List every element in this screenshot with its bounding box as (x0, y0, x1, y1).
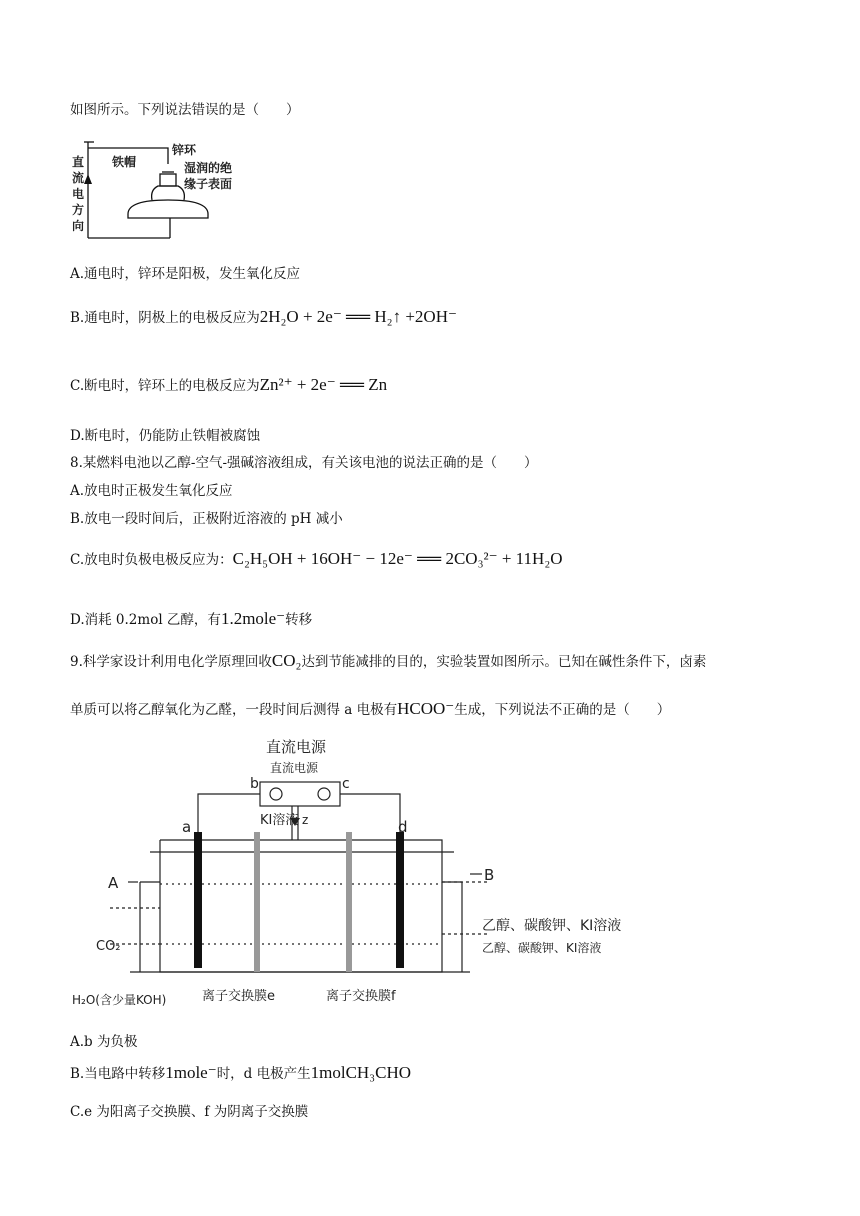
power-source-box (260, 782, 340, 806)
q9-stem-line1 (70, 650, 706, 671)
co2-label: CO₂ (96, 939, 121, 954)
q7-figure (72, 134, 252, 244)
electrode-a-label: a (182, 818, 192, 836)
terminal-c-label: c (342, 776, 350, 792)
dc-direction-label-0: 直 (72, 155, 85, 169)
dc-direction-label-4: 向 (72, 219, 85, 233)
q9-option-b (70, 1062, 411, 1083)
terminal-c-icon (318, 788, 330, 800)
electrode-d (396, 832, 404, 968)
q8-option-c-text: C.放电时负极电极反应为： (70, 552, 233, 568)
dc-direction-label-3: 方 (72, 203, 85, 217)
q8-option-a: A.放电时正极发生氧化反应 (70, 483, 233, 499)
q8-option-c-formula: C₂H₅OH + 16OH⁻ − 12e⁻ ══ 2CO₃²⁻ + 11H₂O (232, 549, 563, 568)
q9-option-b-formula2: 1molCH₃CHO (310, 1063, 412, 1082)
q8-option-d-text2: 转移 (285, 612, 313, 628)
q8-option-d (70, 608, 312, 629)
q7-option-c-text: C.断电时，锌环上的电极反应为 (70, 378, 260, 394)
q7-option-d: D.断电时，仍能防止铁帽被腐蚀 (70, 428, 261, 444)
q7-option-b-formula: 2H₂O + 2e⁻ ══ H₂↑ +2OH⁻ (259, 307, 457, 326)
ki-inlet-label: KI溶液 (260, 813, 299, 828)
dc-direction-label-2: 电 (72, 187, 85, 201)
q9-stem2-a: 单质可以将乙醇氧化为乙醛，一段时间后测得 a 电极有 (70, 702, 398, 718)
q7-option-a: A.通电时，锌环是阳极，发生氧化反应 (70, 266, 301, 282)
membrane-e-label: 离子交换膜e (202, 989, 275, 1004)
q7-option-b (70, 306, 457, 327)
power-source-sublabel: 直流电源 (270, 761, 319, 775)
inlet-A-label: A (108, 874, 119, 892)
zinc-ring-label: 锌环 (172, 143, 197, 157)
q9-figure (70, 732, 670, 1022)
q9-stem2-b: 生成，下列说法不正确的是（ ） (454, 702, 671, 718)
arrow-up-icon (84, 174, 92, 184)
surface-label-line1: 湿润的绝 (184, 161, 233, 175)
outlet-B-label: B (484, 866, 495, 884)
membrane-e (254, 832, 260, 972)
right-solution-label-bottom: 乙醇、碳酸钾、KI溶液 (482, 941, 602, 955)
power-source-label: 直流电源 (266, 738, 327, 756)
q9-option-c: C.e 为阳离子交换膜、f 为阴离子交换膜 (70, 1104, 309, 1120)
membrane-f-label: 离子交换膜f (326, 989, 396, 1004)
q8-option-d-text1: D.消耗 0.2mol 乙醇，有 (70, 612, 221, 628)
q8-stem: 8.某燃料电池以乙醇-空气-强碱溶液组成，有关该电池的说法正确的是（ ） (70, 455, 538, 471)
q8-option-d-formula: 1.2mole⁻ (220, 609, 286, 628)
q9-stem-line2 (70, 698, 670, 719)
water-label: H₂O(含少量KOH) (72, 993, 167, 1007)
electrode-d-label: d (398, 818, 408, 836)
q9-stem1-a: 9.科学家设计利用电化学原理回收 (70, 654, 272, 670)
q9-option-b-text1: B.当电路中转移 (70, 1066, 166, 1082)
q9-stem1-formula: CO₂ (271, 651, 302, 670)
q9-option-b-text2: 时，d 电极产生 (216, 1066, 311, 1082)
dc-direction-label-1: 流 (72, 171, 85, 185)
q9-option-a: A.b 为负极 (70, 1034, 138, 1050)
q9-option-b-formula1: 1mole⁻ (165, 1063, 217, 1082)
q9-stem2-formula: HCOO⁻ (397, 699, 455, 718)
terminal-b-icon (270, 788, 282, 800)
q7-option-c-formula: Zn²⁺ + 2e⁻ ══ Zn (259, 375, 388, 394)
terminal-b-label: b (250, 776, 259, 792)
electrode-a (194, 832, 202, 968)
z-label: z (302, 813, 309, 827)
membrane-f (346, 832, 352, 972)
q9-stem1-b: 达到节能减排的目的，实验装置如图所示。已知在碱性条件下，卤素 (301, 654, 707, 670)
q8-option-b: B.放电一段时间后，正极附近溶液的 pH 减小 (70, 511, 343, 527)
q7-option-b-text: B.通电时，阴极上的电极反应为 (70, 310, 260, 326)
q8-option-c (70, 548, 563, 569)
surface-label-line2: 缘子表面 (184, 177, 233, 191)
iron-cap-label: 铁帽 (112, 155, 137, 169)
q7-option-c (70, 374, 387, 395)
right-solution-label-top: 乙醇、碳酸钾、KI溶液 (482, 918, 622, 934)
q7-stem: 如图所示。下列说法错误的是（ ） (70, 102, 300, 118)
